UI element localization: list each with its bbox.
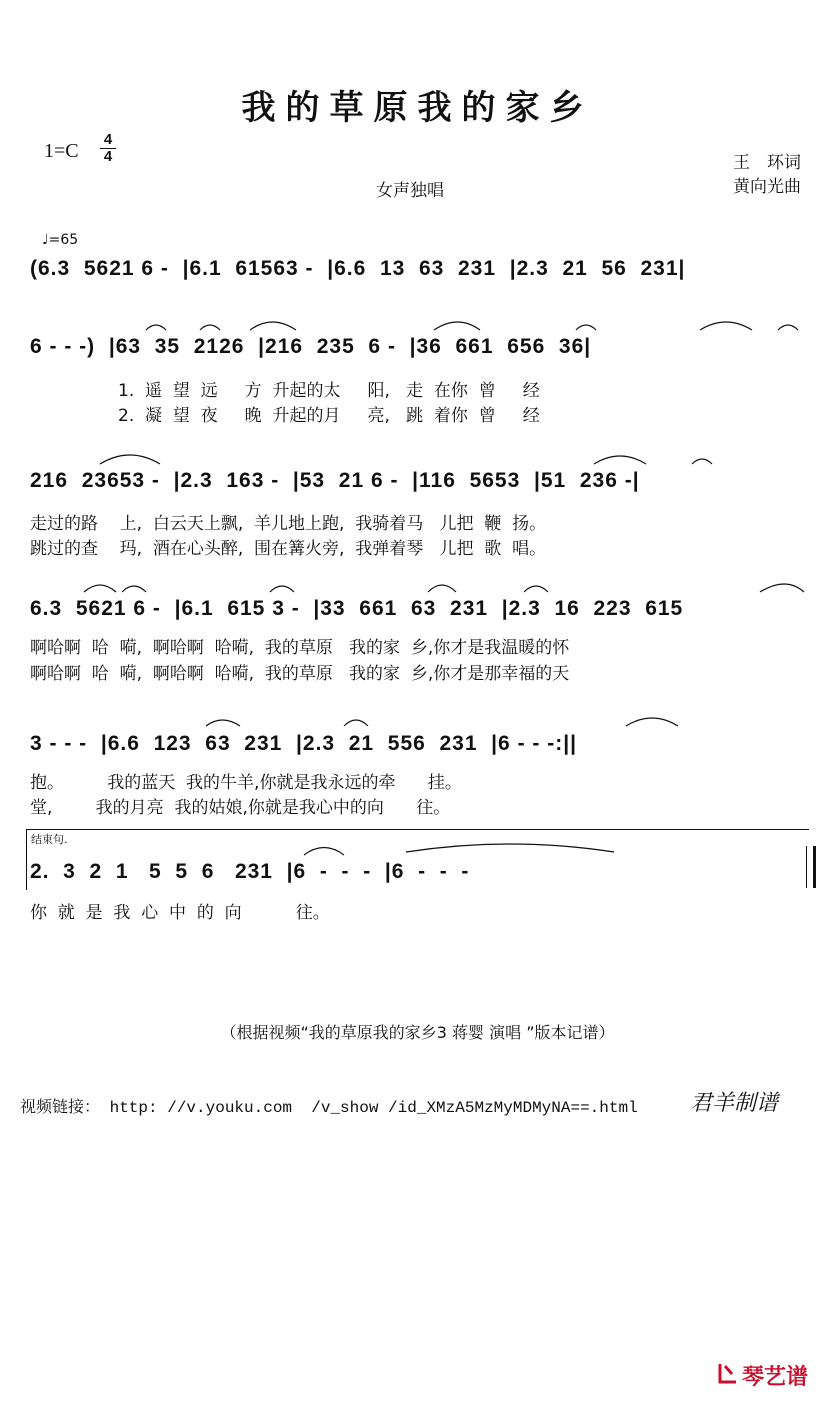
slur (146, 325, 166, 330)
slur (778, 325, 798, 330)
lyric-line-5-verse-2: 堂, 我的月亮 我的姑娘,你就是我心中的向 往。 (30, 798, 451, 818)
tempo-marking: ♩=65 (42, 232, 79, 248)
slur (576, 325, 596, 330)
notation-line-1: (6.3 5621 6 - |6.1 61563 - |6.6 13 63 231 |2.3 21 56 231| (30, 257, 686, 280)
source-note: （根据视频“我的草原我的家乡3 蒋婴 演唱 ”版本记谱） (220, 1023, 615, 1042)
slur (250, 322, 296, 330)
slur (594, 456, 646, 464)
lyric-line-3-verse-1: 走过的路 上, 白云天上飘, 羊儿地上跑, 我骑着马 儿把 鞭 扬。 (30, 514, 547, 534)
lyric-line-5-verse-1: 抱。 我的蓝天 我的牛羊,你就是我永远的牵 挂。 (30, 773, 462, 793)
qinyipu-logo-icon (718, 1362, 738, 1384)
ending-lyric: 你 就 是 我 心 中 的 向 往。 (30, 903, 330, 923)
transcriber-signature: 君羊制谱 (690, 1091, 779, 1116)
score-title: 我的草原我的家乡 (241, 88, 594, 128)
notation-line-2: 6 - - -) |63 35 2126 |216 235 6 - |36 661 656 36| (30, 335, 592, 358)
composer-credit: 黄向光曲 (733, 177, 801, 197)
video-link[interactable]: 视频链接： http: //v.youku.com /v_show /id_XMzA5MzMyMDMyNA==.html (20, 1099, 638, 1117)
lyric-line-3-verse-2: 跳过的查 玛, 酒在心头醉, 围在篝火旁, 我弹着琴 儿把 歌 唱。 (30, 539, 547, 559)
ending-label: 结束句. (31, 833, 68, 846)
slur (700, 322, 752, 330)
slur (122, 586, 146, 592)
slur (100, 455, 160, 464)
lyric-line-4-verse-2: 啊哈啊 哈 嗬, 啊哈啊 哈嗬, 我的草原 我的家 乡,你才是那幸福的天 (30, 664, 570, 684)
lyric-line-2-verse-2: 2. 凝 望 夜 晚 升起的月 亮, 跳 着你 曾 经 (118, 406, 540, 426)
lyricist-credit: 王 环词 (733, 153, 801, 173)
lyric-line-2-verse-1: 1. 遥 望 远 方 升起的太 阳, 走 在你 曾 经 (118, 381, 540, 401)
slur (626, 718, 678, 726)
ending-notation: 2. 3 2 1 5 5 6 231 |6 - - - |6 - - - (30, 860, 470, 883)
slur (84, 585, 116, 592)
slur (692, 459, 712, 464)
qinyipu-logo-text: 琴艺谱 (742, 1365, 809, 1390)
notation-line-5: 3 - - - |6.6 123 63 231 |2.3 21 556 231 |6 - - -:|| (30, 732, 577, 755)
slur (304, 848, 344, 856)
notation-line-3: 216 23653 - |2.3 163 - |53 21 6 - |116 5653 |51 236 -| (30, 469, 640, 492)
lyric-line-4-verse-1: 啊哈啊 哈 嗬, 啊哈啊 哈嗬, 我的草原 我的家 乡,你才是我温暖的怀 (30, 638, 570, 658)
slur (206, 720, 240, 726)
performance-note: 女声独唱 (376, 181, 444, 201)
slur (524, 586, 548, 592)
slur (200, 325, 220, 330)
time-signature-top: 4 (103, 131, 113, 148)
key-signature: 1=C (44, 140, 79, 162)
slur (428, 585, 456, 592)
slur (344, 720, 368, 726)
notation-line-4: 6.3 5621 6 - |6.1 615 3 - |33 661 63 231 |2.3 16 223 615 (30, 597, 684, 620)
slur (270, 586, 294, 592)
time-signature-bottom: 4 (100, 148, 116, 165)
slur (406, 844, 614, 852)
slur (434, 322, 480, 330)
slur (760, 584, 804, 592)
